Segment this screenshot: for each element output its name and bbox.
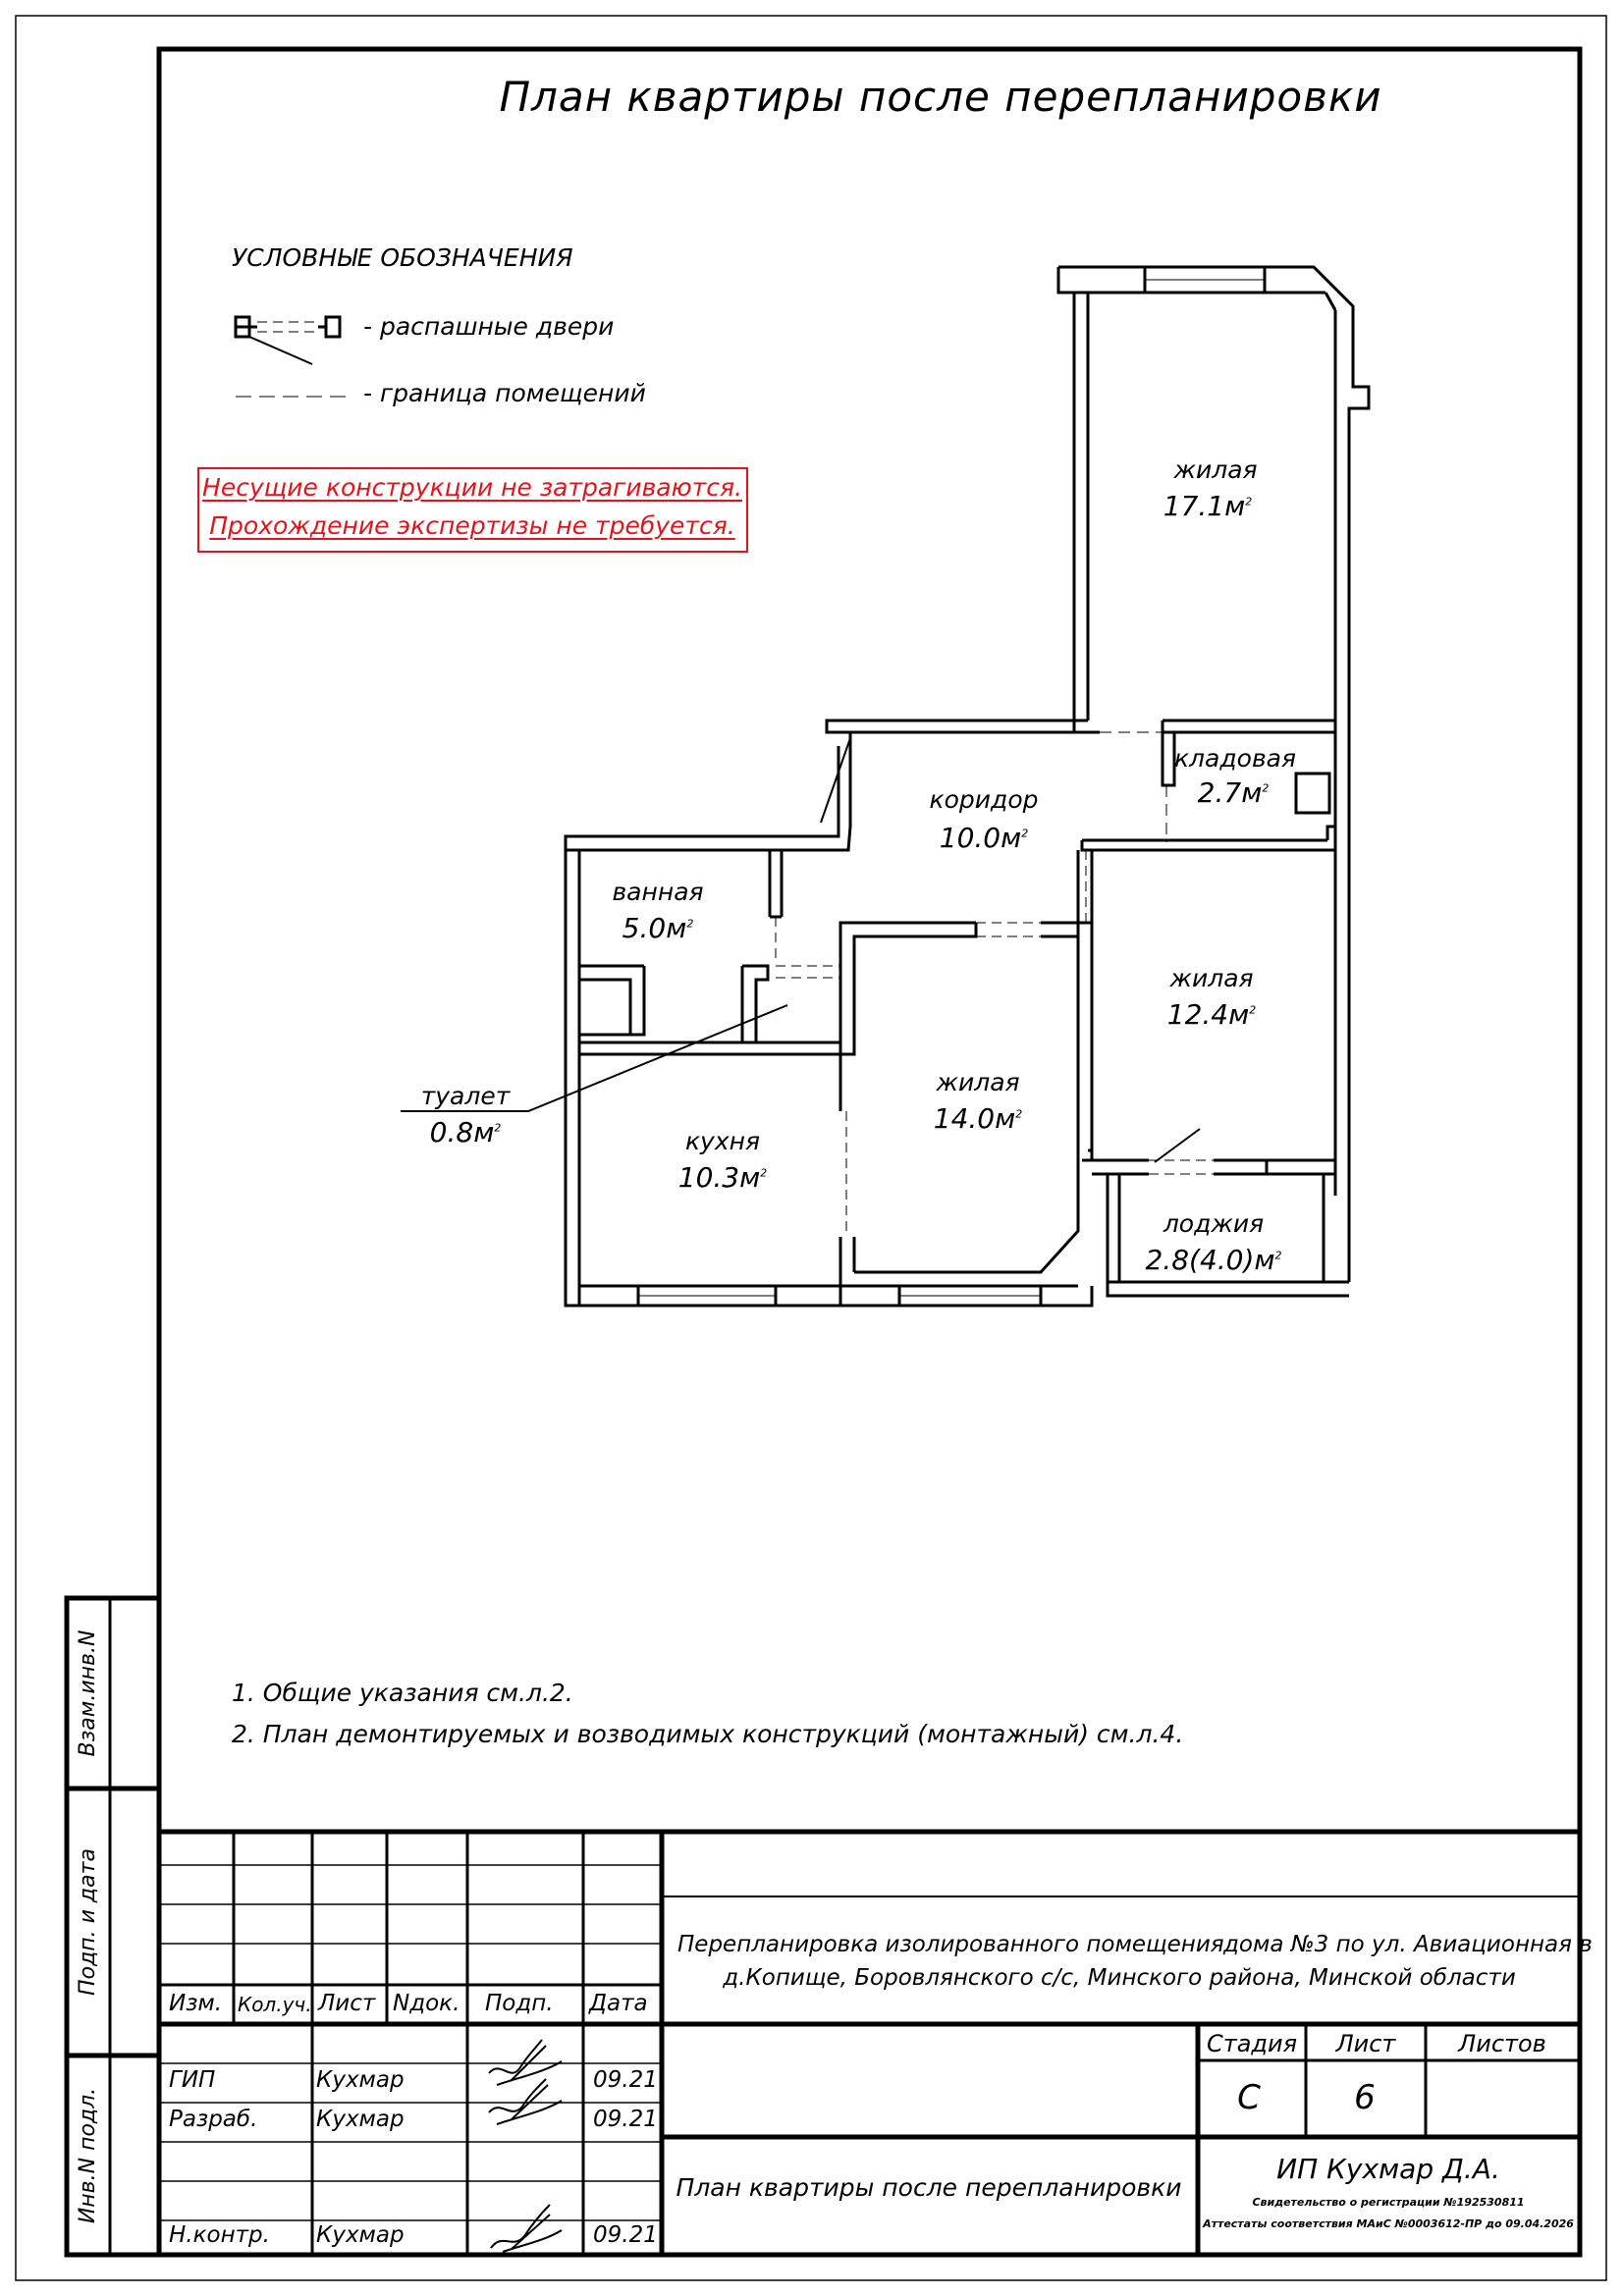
room-name: жилая — [936, 1068, 1020, 1096]
date-razrab: 09.21 — [593, 2107, 658, 2132]
header-izm: Изм. — [169, 1991, 223, 2016]
notice-line-2: Прохождение экспертизы не требуется. — [209, 511, 735, 540]
legend-boundary-label: - граница помещений — [363, 379, 646, 407]
role-gip: ГИП — [169, 2067, 216, 2093]
col-stage: Стадия — [1206, 2030, 1298, 2057]
room-name: ванная — [612, 878, 704, 906]
header-podp: Подп. — [485, 1991, 554, 2016]
legend-heading: УСЛОВНЫЕ ОБОЗНАЧЕНИЯ — [232, 243, 573, 272]
room-area: $12.4м^2$ — [1166, 998, 1257, 1031]
room-area: $10.0м^2$ — [939, 822, 1029, 854]
stage-value: С — [1237, 2078, 1261, 2117]
role-razrab: Разраб. — [169, 2107, 258, 2132]
project-line-2: д.Копище, Боровлянского с/с, Минского района, Минской области — [723, 1965, 1516, 1991]
header-kol: Кол.уч. — [238, 1993, 312, 2016]
sheet-title: План квартиры после перепланировки — [676, 2173, 1182, 2202]
notice-line-1: Несущие конструкции не затрагиваются. — [202, 473, 742, 502]
col-sheet: Лист — [1335, 2030, 1396, 2057]
room-area: $10.3м^2$ — [677, 1161, 768, 1194]
role-nkontr: Н.контр. — [169, 2222, 270, 2248]
sheet-value: 6 — [1354, 2078, 1376, 2117]
header-list: Лист — [318, 1991, 376, 2016]
room-name: жилая — [1169, 964, 1254, 992]
room-area: $17.1м^2$ — [1163, 490, 1253, 522]
room-name: туалет — [420, 1082, 511, 1110]
room-area: $5.0м^2$ — [622, 912, 694, 944]
company-cert: Аттестаты соответствия МАиС №0003612-ПР до 09.04.2026 — [1203, 2217, 1574, 2230]
room-name: коридор — [929, 785, 1039, 814]
room-name: кладовая — [1173, 744, 1297, 773]
room-area: $0.8м^2$ — [429, 1116, 502, 1148]
date-gip: 09.21 — [593, 2067, 658, 2093]
header-ndok: Nдок. — [393, 1991, 460, 2016]
note-2: 2. План демонтируемых и возводимых конструкций (монтажный) см.л.4. — [232, 1720, 1184, 1748]
side-stamp-vzam: Взам.инв.N — [76, 1629, 100, 1757]
col-sheets: Листов — [1458, 2030, 1546, 2057]
room-name: лоджия — [1163, 1209, 1265, 1238]
legend-doors-label: - распашные двери — [363, 312, 615, 341]
company-name: ИП Кухмар Д.А. — [1276, 2153, 1500, 2185]
room-area: $2.8(4.0)м^2$ — [1145, 1244, 1282, 1276]
room-name: жилая — [1173, 455, 1258, 484]
header-data: Дата — [589, 1991, 648, 2016]
project-line-1b: дома №3 по ул. Авиационная в — [1223, 1932, 1593, 1957]
room-name: кухня — [684, 1127, 761, 1155]
company-reg: Свидетельство о регистрации №192530811 — [1252, 2196, 1525, 2209]
door-symbol — [236, 317, 340, 364]
name-nkontr: Кухмар — [316, 2222, 405, 2248]
date-nkontr: 09.21 — [593, 2222, 658, 2248]
room-area: $2.7м^2$ — [1197, 776, 1270, 809]
note-1: 1. Общие указания см.л.2. — [232, 1679, 573, 1707]
room-area: $14.0м^2$ — [933, 1102, 1023, 1135]
name-razrab: Кухмар — [316, 2107, 405, 2132]
side-stamp-podp: Подп. и дата — [76, 1848, 100, 1996]
side-stamp-inv: Инв.N подл. — [76, 2087, 100, 2224]
name-gip: Кухмар — [316, 2067, 405, 2093]
page-title: План квартиры после перепланировки — [499, 73, 1382, 121]
project-line-1: Перепланировка изолированного помещения — [677, 1932, 1224, 1957]
